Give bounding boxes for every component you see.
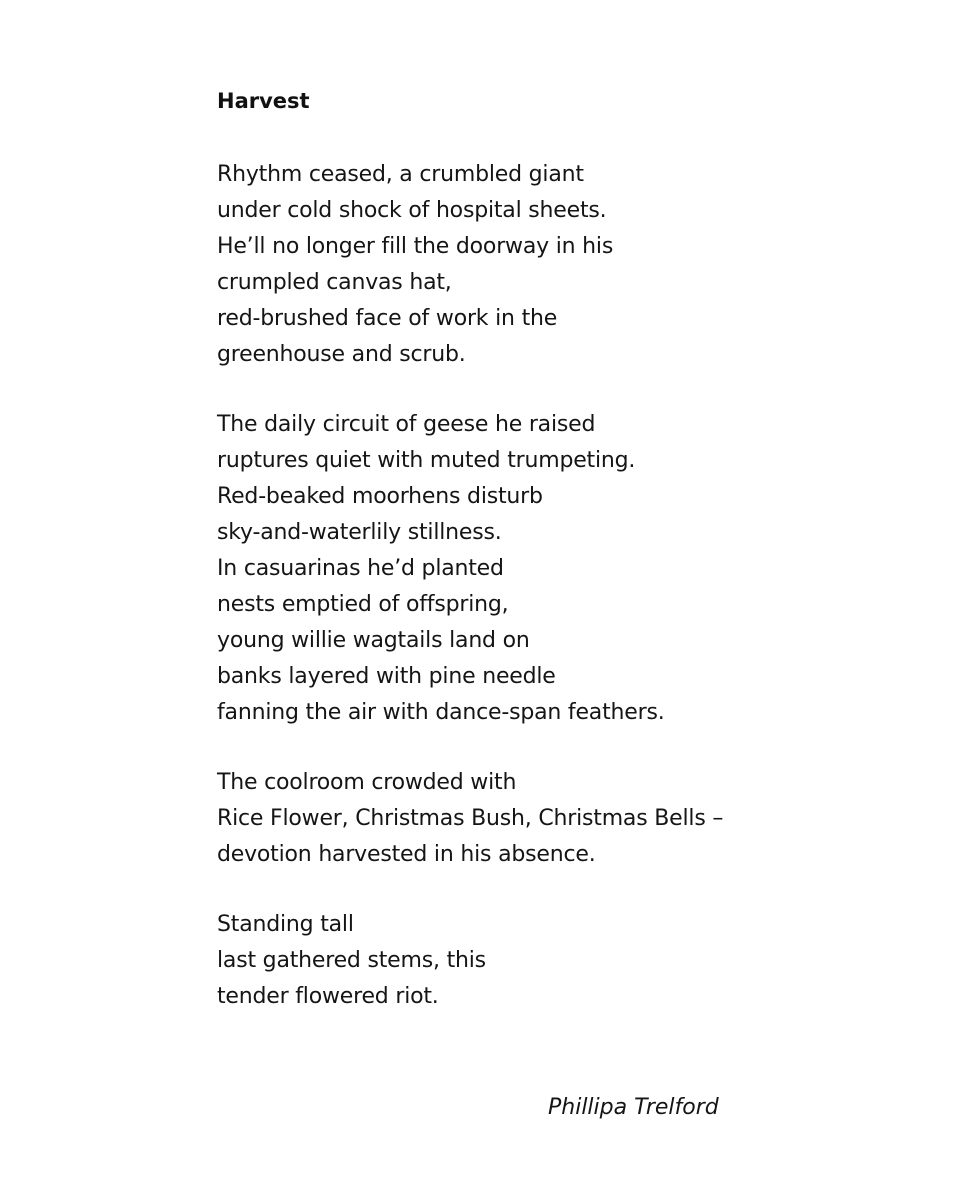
poem-line: crumpled canvas hat,	[217, 270, 452, 295]
poem-line: Rice Flower, Christmas Bush, Christmas Bells –	[217, 806, 724, 831]
poem-line: banks layered with pine needle	[217, 664, 556, 689]
poem-line: fanning the air with dance-span feathers.	[217, 700, 665, 725]
stanza-4	[217, 907, 917, 1015]
poem-line: under cold shock of hospital sheets.	[217, 198, 607, 223]
poem-line: Rhythm ceased, a crumbled giant	[217, 162, 584, 187]
poem-line: young willie wagtails land on	[217, 628, 530, 653]
stanza-3	[217, 765, 917, 873]
poem-line: In casuarinas he’d planted	[217, 556, 504, 581]
poem-line: He’ll no longer fill the doorway in his	[217, 234, 614, 259]
poem-line: devotion harvested in his absence.	[217, 842, 596, 867]
poem-title: Harvest	[217, 89, 310, 113]
poem-line: tender flowered riot.	[217, 984, 439, 1009]
poem-line: greenhouse and scrub.	[217, 342, 466, 367]
poem-author: Phillipa Trelford	[548, 1095, 719, 1120]
poem-line: The coolroom crowded with	[217, 770, 517, 795]
stanza-2	[217, 407, 917, 731]
poem-line: Red-beaked moorhens disturb	[217, 484, 543, 509]
poem-line: The daily circuit of geese he raised	[217, 412, 596, 437]
poem-line: red-brushed face of work in the	[217, 306, 558, 331]
poem-line: Standing tall	[217, 912, 354, 937]
poem-body	[217, 157, 917, 1049]
poem-line: sky-and-waterlily stillness.	[217, 520, 502, 545]
poem-line: ruptures quiet with muted trumpeting.	[217, 448, 636, 473]
stanza-1	[217, 157, 917, 373]
poem-line: nests emptied of offspring,	[217, 592, 509, 617]
poem-line: last gathered stems, this	[217, 948, 486, 973]
